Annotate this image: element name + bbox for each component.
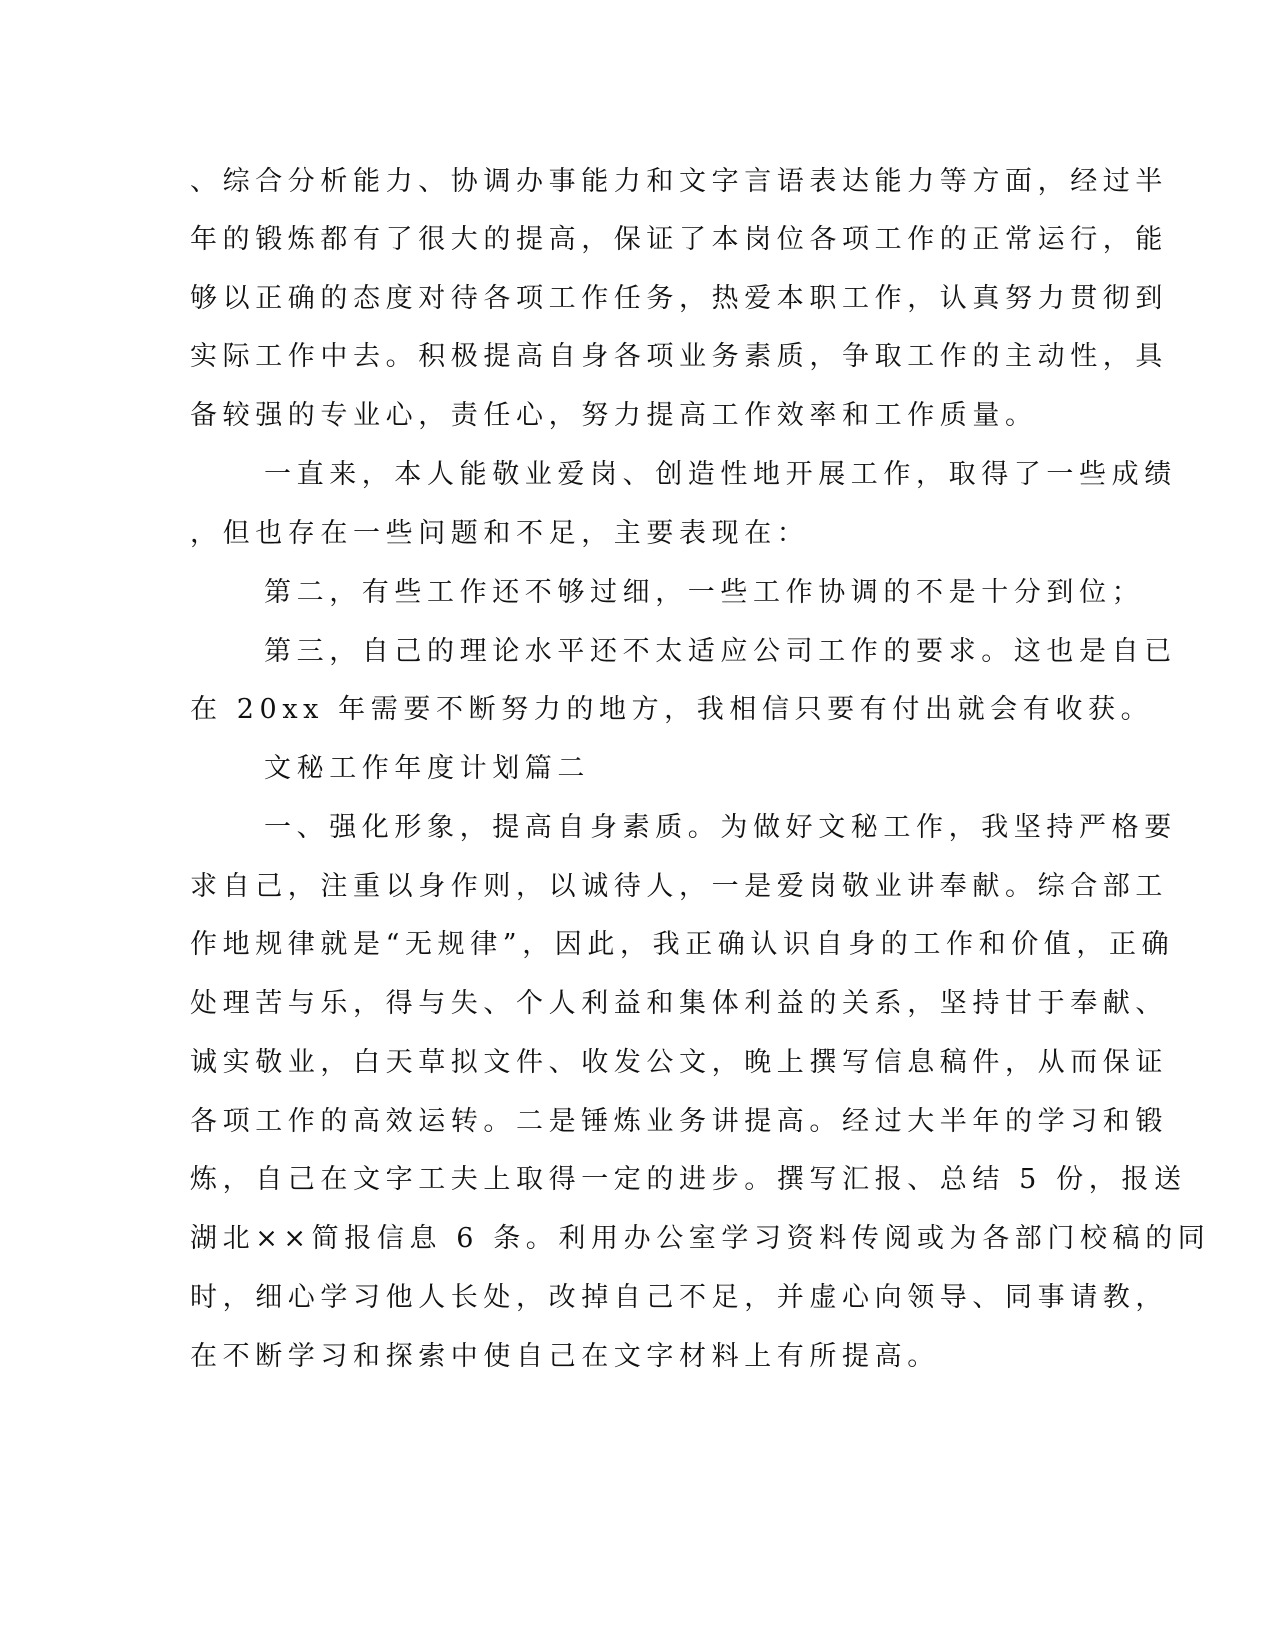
text-line: 够以正确的态度对待各项工作任务，热爱本职工作，认真努力贯彻到 [190, 283, 1168, 314]
text-line: 诚实敬业，白天草拟文件、收发公文，晚上撰写信息稿件，从而保证 [190, 1047, 1168, 1078]
text-line: 求自己，注重以身作则，以诚待人，一是爱岗敬业讲奉献。综合部工 [190, 871, 1168, 902]
text-line: 、综合分析能力、协调办事能力和文字言语表达能力等方面，经过半 [190, 166, 1168, 197]
text-line: 第二，有些工作还不够过细，一些工作协调的不是十分到位； [264, 577, 1145, 608]
text-line: 一、强化形象，提高自身素质。为做好文秘工作，我坚持严格要 [264, 812, 1177, 843]
text-line: ，但也存在一些问题和不足，主要表现在： [190, 518, 810, 549]
text-line: 年的锻炼都有了很大的提高，保证了本岗位各项工作的正常运行，能 [190, 224, 1168, 255]
text-line: 第三，自己的理论水平还不太适应公司工作的要求。这也是自已 [264, 636, 1177, 667]
text-line: 时，细心学习他人长处，改掉自己不足，并虚心向领导、同事请教， [190, 1282, 1168, 1313]
text-line: 处理苦与乐，得与失、个人利益和集体利益的关系，坚持甘于奉献、 [190, 988, 1168, 1019]
text-line: 炼，自己在文字工夫上取得一定的进步。撰写汇报、总结 5 份，报送 [190, 1164, 1187, 1195]
section-heading: 文秘工作年度计划篇二 [264, 753, 590, 784]
text-line: 作地规律就是“无规律”，因此，我正确认识自身的工作和价值，正确 [190, 929, 1175, 960]
text-line: 实际工作中去。积极提高自身各项业务素质，争取工作的主动性，具 [190, 341, 1168, 372]
text-line: 湖北××简报信息 6 条。利用办公室学习资料传阅或为各部门校稿的同 [190, 1223, 1211, 1254]
text-line: 在不断学习和探索中使自己在文字材料上有所提高。 [190, 1341, 940, 1372]
text-line: 各项工作的高效运转。二是锤炼业务讲提高。经过大半年的学习和锻 [190, 1106, 1168, 1137]
text-line: 备较强的专业心，责任心，努力提高工作效率和工作质量。 [190, 400, 1038, 431]
text-line: 一直来，本人能敬业爱岗、创造性地开展工作，取得了一些成绩 [264, 459, 1177, 490]
text-line: 在 20xx 年需要不断努力的地方，我相信只要有付出就会有收获。 [190, 694, 1154, 725]
